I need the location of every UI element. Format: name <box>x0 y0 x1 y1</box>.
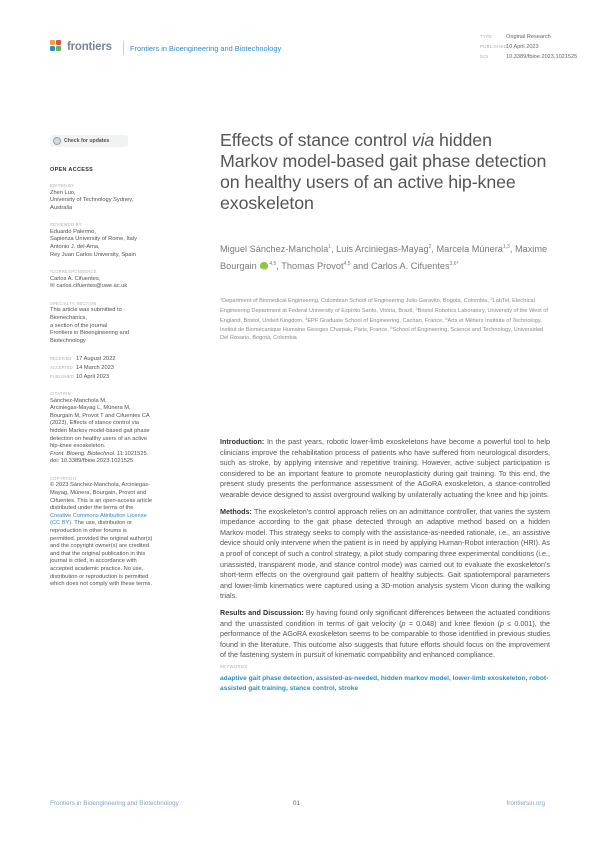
citation-volume: 11:1021525. <box>115 450 149 457</box>
section-label: REVIEWED BY <box>50 222 82 228</box>
correspondence-section <box>50 269 190 291</box>
journal-prefix: Frontiers in <box>130 44 167 53</box>
affiliations: $^1$Department of Biomedical Engineering, Colombian School of Engineering Julio Garavito, Bogotá, Colombia, $^2$LabTel, Electrical Engineering Department at Federal University of Espírito Santo, Vitória, Brazil, $^3$Bristol Robotics Laboratory, University of the West of England, Bristol, United Kingdom, $^4$EPF Graduate School of Engineering, Cachan, France, $^5$Arts et Métiers Institute of Technology, Institut de Biomécanique Humaine Georges Charpak, Paris, France, $^6$School of Engineering, Science and Technology, Universidad Del Rosario, Bogotá, Colombia <box>220 297 548 342</box>
author-list: Miguel Sánchez-Manchola$^1$, Luis Arciniegas-Mayag$^2$, Marcela Múnera$^{1,3}$, Maxime Bourgain iD $^{4,5}$, Thomas Provot$^{4,5}$ and Carlos A. Cifuentes$^{3,6*}$ <box>220 240 550 273</box>
footer-journal[interactable]: Frontiers in Bioengineering and Biotechnology <box>50 800 179 807</box>
meta-key: TYPE <box>480 34 493 39</box>
editor-line: Zhen Luo, <box>50 189 76 196</box>
reviewed-by-section <box>50 222 190 259</box>
specialty-line: a section of the journal <box>50 322 108 329</box>
citation-line: Bourgain M, Provot T and Cifuentes CA <box>50 412 150 419</box>
reviewer-line: Rey Juan Carlos University, Spain <box>50 251 136 258</box>
author-name[interactable]: Marcela Múnera <box>436 244 503 254</box>
date-key: PUBLISHED <box>50 373 74 379</box>
citation-line: hip-knee exoskeleton. <box>50 443 106 450</box>
license-link-short[interactable]: (CC BY). <box>50 520 73 527</box>
correspondence-email[interactable]: carlos.cifuentes@uwe.ac.uk <box>56 283 128 290</box>
meta-type: Original Research <box>506 34 551 40</box>
citation-line: hidden Markov model-based gait phase <box>50 427 150 434</box>
editor-line: Australia <box>50 204 73 211</box>
article-meta <box>480 32 577 62</box>
specialty-section <box>50 301 190 345</box>
orcid-icon[interactable] <box>260 262 268 270</box>
copyright-line: journal is cited, in accordance with <box>50 558 137 565</box>
copyright-section <box>50 476 190 589</box>
keywords-label: KEYWORDS <box>220 664 248 669</box>
date-key: RECEIVED <box>50 356 72 362</box>
copyright-line: permitted, provided the original author(s) <box>50 535 153 542</box>
footer-site-link[interactable]: frontiersin.org <box>506 800 545 807</box>
check-updates-label: Check for updates <box>64 138 110 144</box>
citation-line: detection on healthy users of an active <box>50 435 148 442</box>
copyright-line: © 2023 Sánchez-Manchola, Arciniegas- <box>50 482 150 489</box>
copyright-line: Mayag, Múnera, Bourgain, Provot and <box>50 490 147 497</box>
check-updates-icon <box>53 137 61 145</box>
logo-text: frontiers <box>67 41 112 53</box>
copyright-line: Cifuentes. This is an open-access article <box>50 497 153 504</box>
correspondent-name: Carlos A. Cifuentes, <box>50 275 101 282</box>
author-name[interactable]: Luis Arciniegas-Mayag <box>336 244 429 254</box>
specialty-line: Frontiers in Bioengineering and <box>50 330 130 337</box>
copyright-line: and the copyright owner(s) are credited <box>50 543 149 550</box>
citation-line: (2023), Effects of stance control via <box>50 420 140 427</box>
affiliation: School of Engineering, Science and Technology, Universidad Del Rosario, Bogotá, Colombia <box>220 327 544 342</box>
author-name[interactable]: Carlos A. Cifuentes <box>370 260 450 271</box>
specialty-line: Biotechnology <box>50 337 86 344</box>
citation-line: Arciniegas-Mayag L, Múnera M, <box>50 405 131 412</box>
date-received: 17 August 2022 <box>76 356 116 363</box>
frontiers-logo-icon <box>50 40 64 54</box>
copyright-line: The use, distribution or <box>72 520 133 527</box>
section-label: EDITED BY <box>50 183 75 188</box>
citation-doi[interactable]: doi: 10.3389/fbioe.2023.1021525 <box>50 458 134 465</box>
reviewer-line: Antonio J. del-Ama, <box>50 243 100 250</box>
frontiers-logo[interactable] <box>50 40 112 54</box>
dates-section <box>50 355 190 381</box>
edited-by-section <box>50 183 190 212</box>
author-name[interactable]: Thomas Provot <box>281 260 344 271</box>
article-title: Effects of stance control via hidden Markov model-based gait phase detection on healthy users of an active hip-knee exoskeleton <box>220 130 547 213</box>
header-divider <box>123 41 124 55</box>
affiliation: Bristol Robotics Laboratory, University of the West of England, Bristol, United Kingdom, <box>220 307 548 324</box>
reviewer-line: Eduardo Palermo, <box>50 228 96 235</box>
affiliation: EPF Graduate School of Engineering, Cachan, France, <box>307 317 446 324</box>
copyright-line: which does not comply with these terms. <box>50 581 153 588</box>
author-name[interactable]: Maxime Bourgain <box>220 244 548 271</box>
date-key: ACCEPTED <box>50 364 73 370</box>
citation-section <box>50 391 190 466</box>
specialty-line: Biomechanics, <box>50 314 87 321</box>
keywords-list[interactable]: adaptive gait phase detection, assisted-as-needed, hidden markov model, lower-limb exoskeleton, robot-assisted gait training, stance control, stroke <box>220 675 549 692</box>
reviewer-line: Sapienza University of Rome, Italy <box>50 236 137 243</box>
title-italic: via <box>411 130 435 150</box>
open-access-label: OPEN ACCESS <box>50 167 94 173</box>
citation-line: Sánchez-Manchola M, <box>50 397 107 404</box>
abstract-introduction: Introduction: In the past years, robotic lower-limb exoskeletons have become a powerful tool to help clinicians improve the rehabilitation process of patients who have suffered from neurological disorders, such as stroke, by applying intensive and repetitive training. However, active subject participation is considered to be an important feature to promote neuroplasticity during gait training. To this end, the present study presents the performance assessment of the AGoRA exoskeleton, a stance-controlled wearable device designed to assist overground walking by unilaterally actuating the knee and hip joints. <box>220 437 550 499</box>
date-accepted: 14 March 2023 <box>76 364 114 371</box>
journal-name: Bioengineering and Biotechnology <box>169 44 282 53</box>
sidebar <box>50 135 190 589</box>
keywords-section <box>220 664 550 694</box>
copyright-line: distributed under the terms of the <box>50 505 134 512</box>
author-name[interactable]: Miguel Sánchez-Manchola <box>220 244 329 254</box>
abstract <box>220 437 550 667</box>
copyright-line: distribution or reproduction is permitted <box>50 573 149 580</box>
section-label: SPECIALTY SECTION <box>50 300 97 306</box>
page-number: 01 <box>293 800 301 807</box>
abstract-methods: Methods: The exoskeleton's control approach relies on an admittance controller, that varies the system impedance according to the gait phase detected through an adaptive method based on a hidden Markov model. This strategy seeks to comply with the assistance-as-needed rationale, i.e., an assistive device should only intervene when the patient is in need by applying Human-Robot interaction (HRI). As a proof of concept of such a control strategy, a pilot study comparing three experimental conditions (i.e., unassisted, transparent mode, and stance control mode) was carried out to evaluate the exoskeleton's short-term effects on the overground gait pattern of healthy subjects. Gait spatiotemporal parameters and lower-limb kinematics were captured using a 3D-motion analysis system Vicon during the walking trials. <box>220 506 550 601</box>
journal-title[interactable] <box>130 44 281 53</box>
meta-published: 10 April 2023 <box>506 44 539 50</box>
specialty-line: This article was submitted to <box>50 307 122 314</box>
mail-icon: ✉ <box>50 283 57 290</box>
copyright-line: and that the original publication in this <box>50 550 146 557</box>
meta-key: PUBLISHED <box>480 44 508 49</box>
meta-key: DOI <box>480 54 489 59</box>
affiliation: LabTel, Electrical Engineering Department at Federal University of Espírito Santo, Vitória, Brazil, <box>220 298 535 314</box>
editor-line: University of Technology Sydney, <box>50 197 134 204</box>
date-published: 10 April 2023 <box>76 373 110 380</box>
page-header <box>50 34 578 60</box>
affiliation: Department of Biomedical Engineering, Colombian School of Engineering Julio Garavito, Bogotá, Colombia, <box>222 298 491 304</box>
abstract-results: Results and Discussion: By having found only significant differences between the actuated conditions and the unassisted condition in terms of gait velocity (p = 0.048) and knee flexion (p ≤ 0.001), the performance of the AGoRA exoskeleton seems to be comparable to those identified in previous studies found in the literature. This outcome also suggests that future efforts should focus on the improvement of the fastening system in pursuit of kinematic compatibility and enhanced compliance. <box>220 607 550 660</box>
check-updates-button[interactable] <box>50 135 128 147</box>
copyright-line: reproduction in other forums is <box>50 528 127 534</box>
citation-journal: Front. Bioeng. Biotechnol. <box>50 450 116 457</box>
section-label: COPYRIGHT <box>50 475 78 481</box>
section-label: CITATION <box>50 391 71 397</box>
section-label: *CORRESPONDENCE <box>50 269 97 275</box>
license-link[interactable]: Creative Commons Attribution License <box>50 512 147 519</box>
copyright-line: accepted academic practice. No use, <box>50 565 144 572</box>
meta-doi[interactable]: 10.3389/fbioe.2023.1021525 <box>506 54 578 60</box>
affiliation: Arts et Métiers Institute of Technology, Institut de Biomécanique Humaine Georges Charpak, Paris, France, <box>220 317 542 334</box>
